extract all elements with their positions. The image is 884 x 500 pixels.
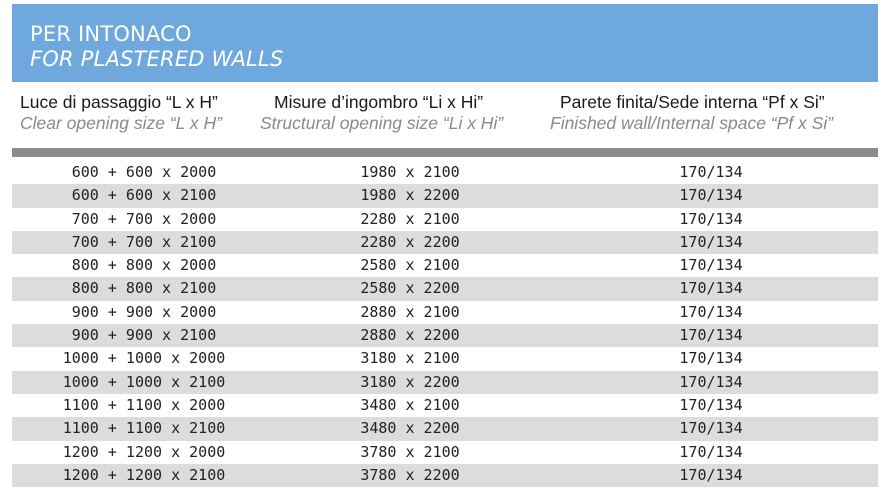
column-header-finished-wall — [550, 92, 833, 134]
clear-opening-cell: 1100 + 1100 x 2000 — [62, 395, 226, 414]
table-row — [12, 347, 878, 370]
clear-opening-cell: 600 + 600 x 2000 — [71, 163, 217, 181]
table-row — [12, 394, 878, 417]
table-row — [12, 161, 878, 184]
finished-wall-cell: 170/134 — [679, 419, 743, 438]
clear-opening-cell: 700 + 700 x 2100 — [71, 232, 217, 251]
clear-opening-cell: 800 + 800 x 2000 — [71, 256, 217, 275]
dimensions-table — [12, 161, 878, 487]
structural-opening-cell: 2880 x 2100 — [360, 302, 460, 321]
banner-title-italian: PER INTONACO — [30, 22, 192, 46]
table-row — [12, 277, 878, 300]
clear-opening-cell: 1000 + 1000 x 2100 — [62, 372, 226, 391]
clear-opening-cell: 600 + 600 x 2100 — [71, 186, 217, 205]
finished-wall-cell: 170/134 — [679, 163, 743, 181]
section-banner — [12, 4, 878, 82]
structural-opening-cell: 2580 x 2100 — [360, 256, 460, 275]
clear-opening-cell: 900 + 900 x 2000 — [71, 302, 217, 321]
clear-opening-cell: 1000 + 1000 x 2000 — [62, 349, 226, 368]
table-row — [12, 231, 878, 254]
structural-opening-cell: 2580 x 2200 — [360, 279, 460, 298]
structural-opening-cell: 1980 x 2100 — [360, 163, 460, 181]
structural-opening-cell: 2280 x 2200 — [360, 232, 460, 251]
table-row — [12, 371, 878, 394]
structural-opening-cell: 1980 x 2200 — [360, 186, 460, 205]
column-header-italian: Parete finita/Sede interna “Pf x Si” — [560, 92, 825, 112]
structural-opening-cell: 3780 x 2100 — [360, 442, 460, 461]
column-header-italian: Luce di passaggio “L x H” — [20, 92, 218, 112]
structural-opening-cell: 3780 x 2200 — [360, 465, 460, 484]
finished-wall-cell: 170/134 — [679, 326, 743, 345]
table-row — [12, 254, 878, 277]
clear-opening-cell: 900 + 900 x 2100 — [71, 326, 217, 345]
finished-wall-cell: 170/134 — [679, 209, 743, 228]
clear-opening-cell: 1200 + 1200 x 2000 — [62, 442, 226, 461]
column-header-english: Structural opening size “Li x Hi” — [260, 113, 504, 133]
table-row — [12, 464, 878, 487]
table-row — [12, 324, 878, 347]
finished-wall-cell: 170/134 — [679, 186, 743, 205]
structural-opening-cell: 3180 x 2200 — [360, 372, 460, 391]
clear-opening-cell: 1200 + 1200 x 2100 — [62, 465, 226, 484]
structural-opening-cell: 2880 x 2200 — [360, 326, 460, 345]
finished-wall-cell: 170/134 — [679, 279, 743, 298]
column-header-italian: Misure d’ingombro “Li x Hi” — [274, 92, 484, 112]
finished-wall-cell: 170/134 — [679, 232, 743, 251]
column-header-english: Clear opening size “L x H” — [20, 113, 222, 133]
finished-wall-cell: 170/134 — [679, 372, 743, 391]
column-header-clear-opening — [20, 92, 222, 134]
structural-opening-cell: 3480 x 2100 — [360, 395, 460, 414]
structural-opening-cell: 2280 x 2100 — [360, 209, 460, 228]
table-row — [12, 441, 878, 464]
structural-opening-cell: 3180 x 2100 — [360, 349, 460, 368]
structural-opening-cell: 3480 x 2200 — [360, 419, 460, 438]
clear-opening-cell: 700 + 700 x 2000 — [71, 209, 217, 228]
finished-wall-cell: 170/134 — [679, 302, 743, 321]
table-row — [12, 208, 878, 231]
header-divider — [12, 148, 878, 157]
column-header-english: Finished wall/Internal space “Pf x Si” — [550, 113, 834, 133]
banner-title-english: FOR PLASTERED WALLS — [30, 47, 284, 71]
finished-wall-cell: 170/134 — [679, 465, 743, 484]
finished-wall-cell: 170/134 — [679, 256, 743, 275]
column-header-structural-opening — [260, 92, 503, 134]
finished-wall-cell: 170/134 — [679, 395, 743, 414]
table-row — [12, 301, 878, 324]
clear-opening-cell: 1100 + 1100 x 2100 — [62, 419, 226, 438]
table-row — [12, 184, 878, 207]
finished-wall-cell: 170/134 — [679, 349, 743, 368]
table-row — [12, 417, 878, 440]
clear-opening-cell: 800 + 800 x 2100 — [71, 279, 217, 298]
finished-wall-cell: 170/134 — [679, 442, 743, 461]
